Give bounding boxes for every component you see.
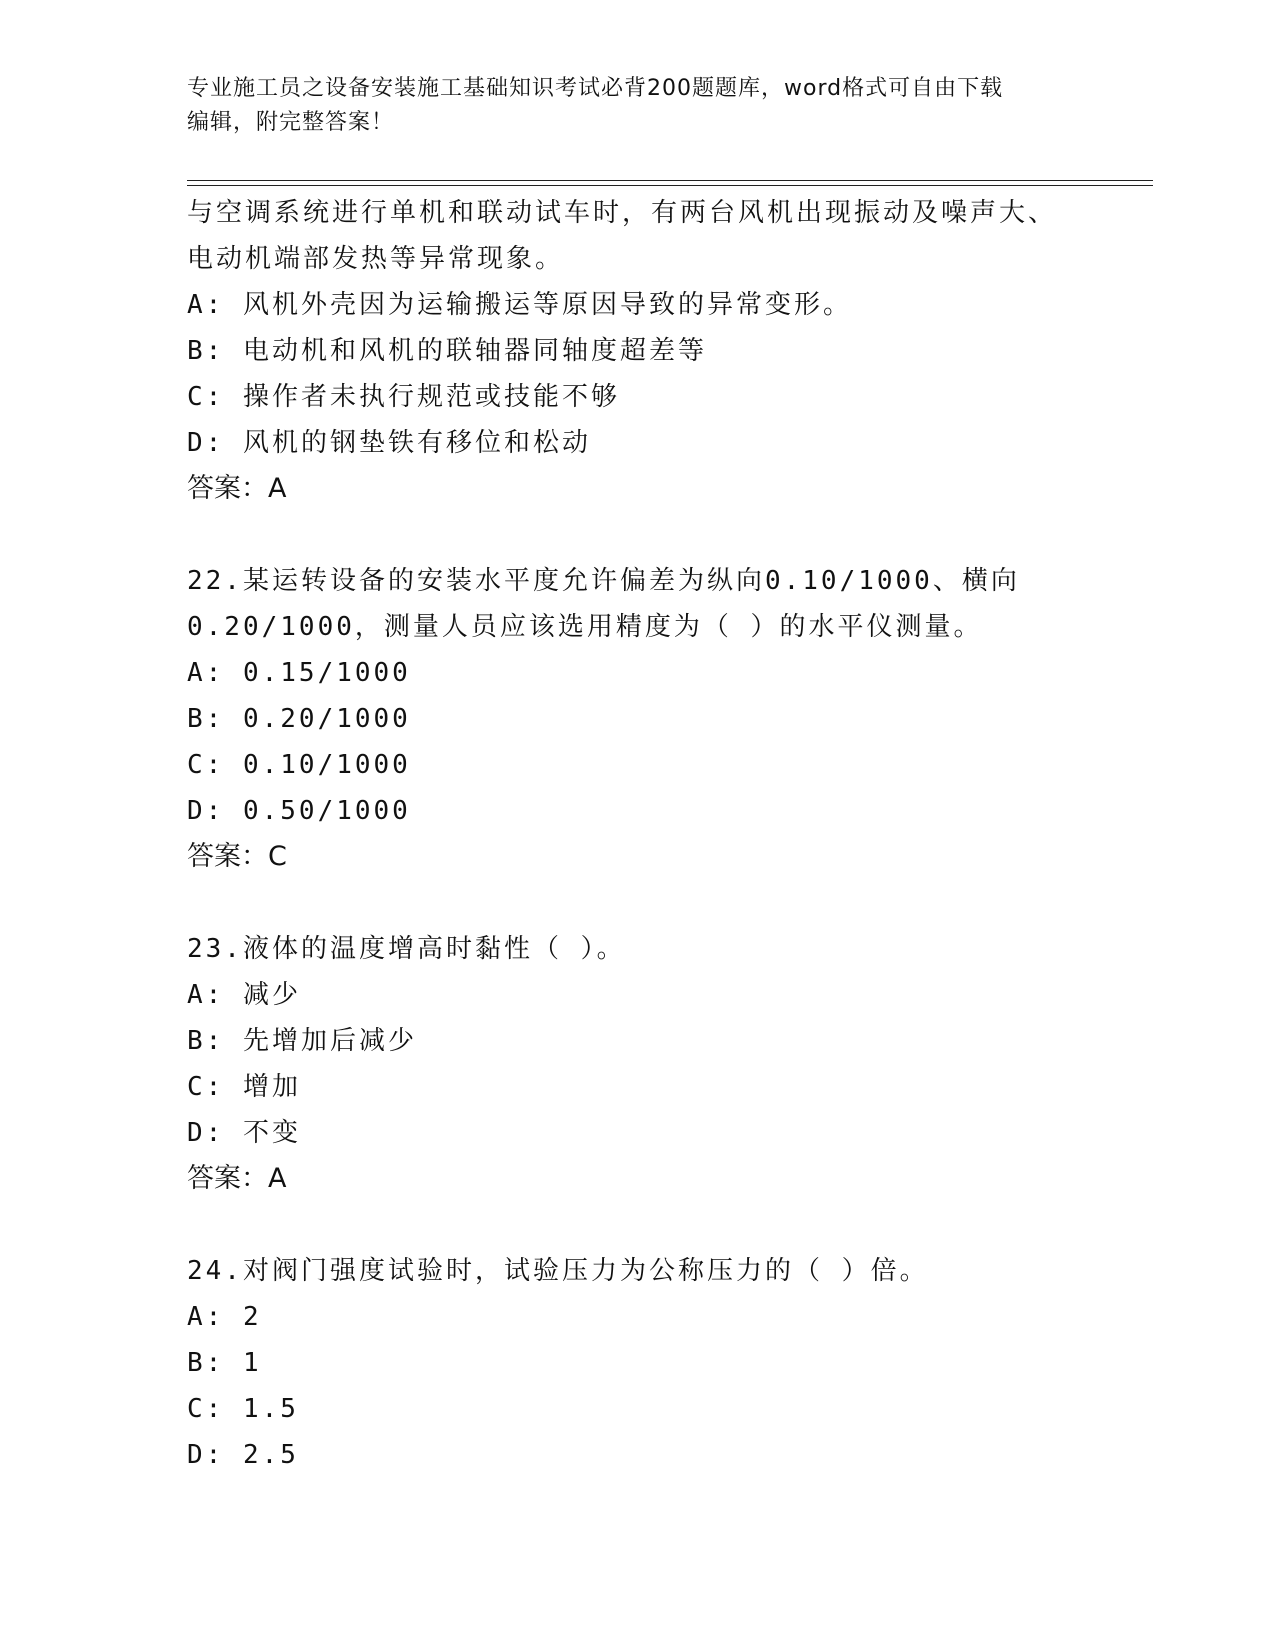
- option-a: A: 减少: [187, 980, 301, 1010]
- question-stem-line: 22.某运转设备的安装水平度允许偏差为纵向0.10/1000、横向: [187, 566, 1020, 596]
- question-spacer: [187, 512, 1153, 558]
- question-spacer: [187, 880, 1153, 926]
- question-block: [187, 1248, 1153, 1478]
- option-d: D: 2.5: [187, 1440, 299, 1470]
- option-a: A: 2: [187, 1302, 262, 1332]
- header-line-2: 编辑，附完整答案！: [187, 110, 395, 135]
- question-block: [187, 926, 1153, 1202]
- option-c: C: 0.10/1000: [187, 750, 411, 780]
- question-block: [187, 190, 1153, 512]
- question-stem-line: 0.20/1000，测量人员应该选用精度为（ ）的水平仪测量。: [187, 612, 983, 642]
- option-c: C: 增加: [187, 1072, 301, 1102]
- header-rule-bottom: [187, 185, 1153, 186]
- header-line-1: 专业施工员之设备安装施工基础知识考试必背200题题库，word格式可自由下载: [187, 76, 1004, 101]
- answer-line: 答案：C: [187, 841, 287, 872]
- question-stem-line: 与空调系统进行单机和联动试车时，有两台风机出现振动及噪声大、: [187, 198, 1058, 228]
- option-c: C: 操作者未执行规范或技能不够: [187, 382, 620, 412]
- option-a: A: 风机外壳因为运输搬运等原因导致的异常变形。: [187, 290, 852, 320]
- option-d: D: 不变: [187, 1118, 301, 1148]
- question-spacer: [187, 1202, 1153, 1248]
- option-b: B: 先增加后减少: [187, 1026, 417, 1056]
- answer-line: 答案：A: [187, 473, 287, 504]
- option-b: B: 1: [187, 1348, 262, 1378]
- option-c: C: 1.5: [187, 1394, 299, 1424]
- question-stem-line: 电动机端部发热等异常现象。: [187, 244, 565, 274]
- option-b: B: 电动机和风机的联轴器同轴度超差等: [187, 336, 707, 366]
- option-b: B: 0.20/1000: [187, 704, 411, 734]
- option-a: A: 0.15/1000: [187, 658, 411, 688]
- question-list: [187, 190, 1153, 1478]
- option-d: D: 风机的钢垫铁有移位和松动: [187, 428, 591, 458]
- question-stem-line: 23.液体的温度增高时黏性（ ）。: [187, 934, 626, 964]
- question-stem-line: 24.对阀门强度试验时，试验压力为公称压力的（ ）倍。: [187, 1256, 929, 1286]
- question-block: [187, 558, 1153, 880]
- header-rule-top: [187, 180, 1153, 181]
- document-header: [187, 72, 1087, 140]
- answer-line: 答案：A: [187, 1163, 287, 1194]
- option-d: D: 0.50/1000: [187, 796, 411, 826]
